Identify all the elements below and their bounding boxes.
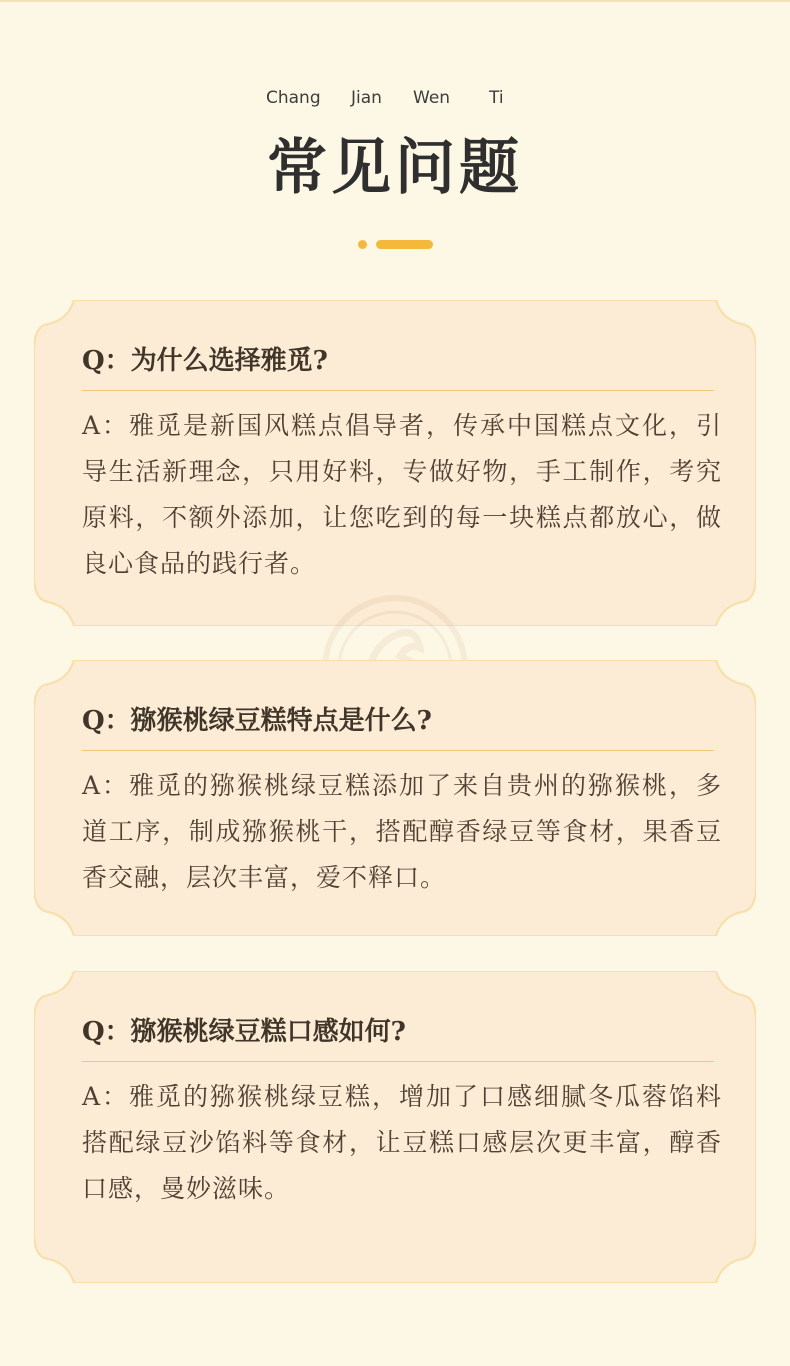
faq-card bbox=[34, 660, 756, 936]
title-pinyin bbox=[0, 88, 790, 110]
faq-question: Q：为什么选择雅觅? bbox=[82, 346, 328, 376]
pinyin-syllable: Ti bbox=[489, 88, 504, 108]
faq-answer: A：雅觅的猕猴桃绿豆糕添加了来自贵州的猕猴桃，多道工序，制成猕猴桃干，搭配醇香绿豆等食材，果香豆香交融，层次丰富，爱不释口。 bbox=[82, 771, 722, 892]
title-accent-bar bbox=[376, 240, 433, 249]
faq-card bbox=[34, 300, 756, 626]
pinyin-syllable: Jian bbox=[351, 88, 382, 108]
pinyin-syllable: Wen bbox=[413, 88, 451, 108]
faq-divider bbox=[82, 1061, 714, 1062]
faq-divider bbox=[82, 390, 714, 391]
faq-card bbox=[34, 971, 756, 1283]
faq-answer: A：雅觅的猕猴桃绿豆糕，增加了口感细腻冬瓜蓉馅料搭配绿豆沙馅料等食材，让豆糕口感层次更丰富，醇香口感，曼妙滋味。 bbox=[82, 1082, 722, 1203]
faq-divider bbox=[82, 750, 714, 751]
faq-answer: A：雅觅是新国风糕点倡导者，传承中国糕点文化，引导生活新理念，只用好料，专做好物，手工制作，考究原料，不额外添加，让您吃到的每一块糕点都放心，做良心食品的践行者。 bbox=[82, 411, 722, 578]
faq-question: Q：猕猴桃绿豆糕口感如何? bbox=[82, 1017, 406, 1047]
pinyin-syllable: Chang bbox=[266, 88, 321, 108]
page-title: 常见问题 bbox=[267, 133, 523, 203]
title-accent-dot bbox=[358, 240, 367, 249]
faq-question: Q：猕猴桃绿豆糕特点是什么? bbox=[82, 706, 432, 736]
top-divider bbox=[0, 0, 790, 2]
